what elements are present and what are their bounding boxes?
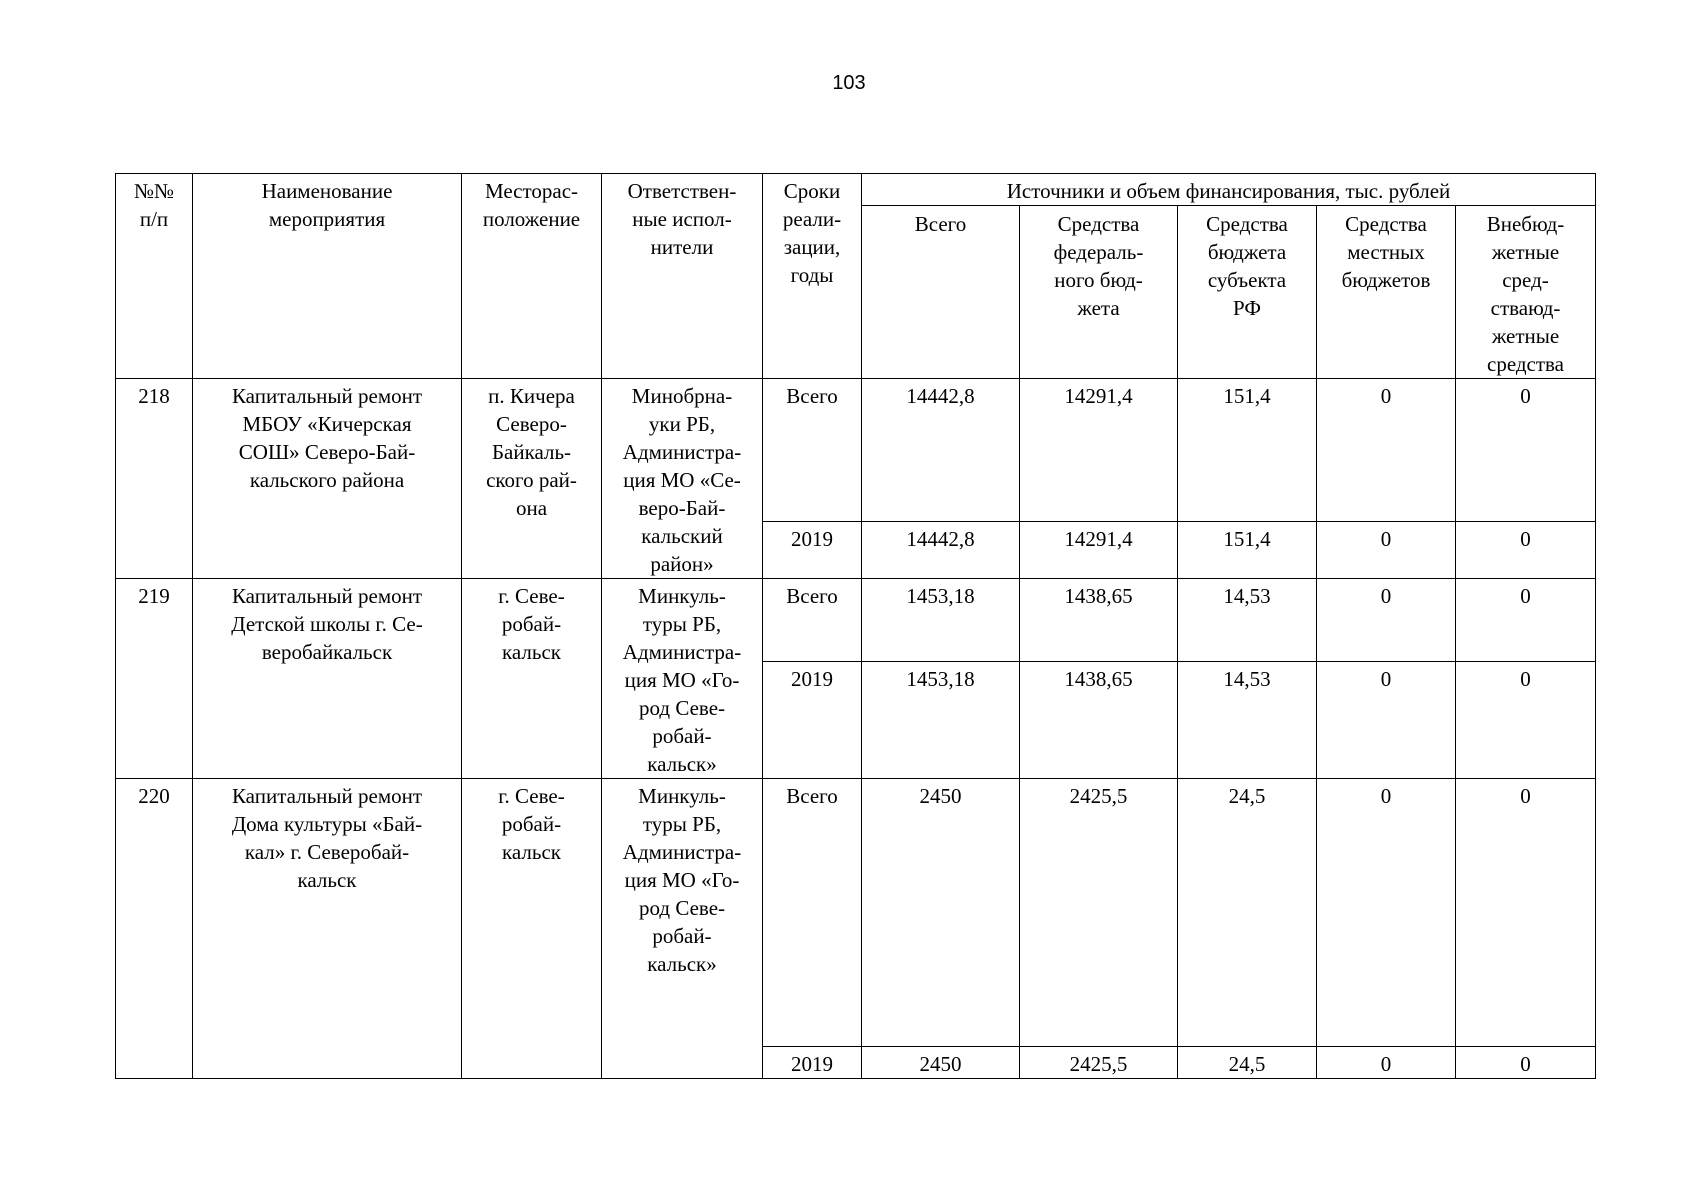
row-term: Всего [763,579,862,662]
row-total: 2450 [862,1047,1020,1079]
row-location: п. Кичера Северо- Байкаль- ского рай- она [462,379,602,579]
row-name: Капитальный ремонт Дома культуры «Бай- кал» г. Северобай- кальск [193,779,462,1079]
row-name: Капитальный ремонт МБОУ «Кичерская СОШ» Северо-Бай- кальского района [193,379,462,579]
page-number: 103 [832,72,866,94]
row-number: 218 [116,379,193,579]
row-subject: 151,4 [1178,379,1317,522]
row-subject: 24,5 [1178,779,1317,1047]
row-local: 0 [1317,579,1456,662]
row-federal: 14291,4 [1020,522,1178,579]
row-federal: 1438,65 [1020,661,1178,778]
row-local: 0 [1317,379,1456,522]
row-term: 2019 [763,522,862,579]
row-term: 2019 [763,661,862,778]
header-extra: Внебюд- жетные сред- стваюд- жетные средства [1456,206,1596,379]
row-number: 219 [116,579,193,779]
row-subject: 14,53 [1178,661,1317,778]
row-subject: 14,53 [1178,579,1317,662]
row-name: Капитальный ремонт Детской школы г. Се- веробайкальск [193,579,462,779]
row-subject: 24,5 [1178,1047,1317,1079]
header-subject: Средства бюджета субъекта РФ [1178,206,1317,379]
row-total: 2450 [862,779,1020,1047]
row-extra: 0 [1456,579,1596,662]
row-total: 1453,18 [862,661,1020,778]
header-federal: Средства федераль- ного бюд- жета [1020,206,1178,379]
row-extra: 0 [1456,379,1596,522]
row-term: 2019 [763,1047,862,1079]
header-total: Всего [862,206,1020,379]
table-row [116,779,1596,1047]
row-federal: 2425,5 [1020,1047,1178,1079]
row-executors: Минкуль- туры РБ, Администра- ция МО «Го- род Севе- робай- кальск» [602,779,763,1079]
row-local: 0 [1317,661,1456,778]
header-name: Наименование мероприятия [193,174,462,379]
table-row [116,579,1596,662]
row-extra: 0 [1456,661,1596,778]
header-location: Месторас- положение [462,174,602,379]
row-executors: Минобрна- уки РБ, Администра- ция МО «Се- веро-Бай- кальский район» [602,379,763,579]
row-total: 14442,8 [862,379,1020,522]
row-extra: 0 [1456,1047,1596,1079]
row-location: г. Севе- робай- кальск [462,779,602,1079]
row-total: 1453,18 [862,579,1020,662]
header-executors: Ответствен- ные испол- нители [602,174,763,379]
row-local: 0 [1317,522,1456,579]
row-local: 0 [1317,779,1456,1047]
row-extra: 0 [1456,779,1596,1047]
financing-table [115,173,1596,1079]
header-num: №№ п/п [116,174,193,379]
header-terms: Сроки реали- зации, годы [763,174,862,379]
row-number: 220 [116,779,193,1079]
row-federal: 1438,65 [1020,579,1178,662]
row-term: Всего [763,779,862,1047]
row-executors: Минкуль- туры РБ, Администра- ция МО «Го- род Севе- робай- кальск» [602,579,763,779]
table-row [116,379,1596,522]
row-total: 14442,8 [862,522,1020,579]
row-location: г. Севе- робай- кальск [462,579,602,779]
row-federal: 2425,5 [1020,779,1178,1047]
row-subject: 151,4 [1178,522,1317,579]
header-row-1 [116,174,1596,206]
row-federal: 14291,4 [1020,379,1178,522]
header-local: Средства местных бюджетов [1317,206,1456,379]
header-sources: Источники и объем финансирования, тыс. рублей [862,174,1596,206]
row-term: Всего [763,379,862,522]
row-extra: 0 [1456,522,1596,579]
row-local: 0 [1317,1047,1456,1079]
